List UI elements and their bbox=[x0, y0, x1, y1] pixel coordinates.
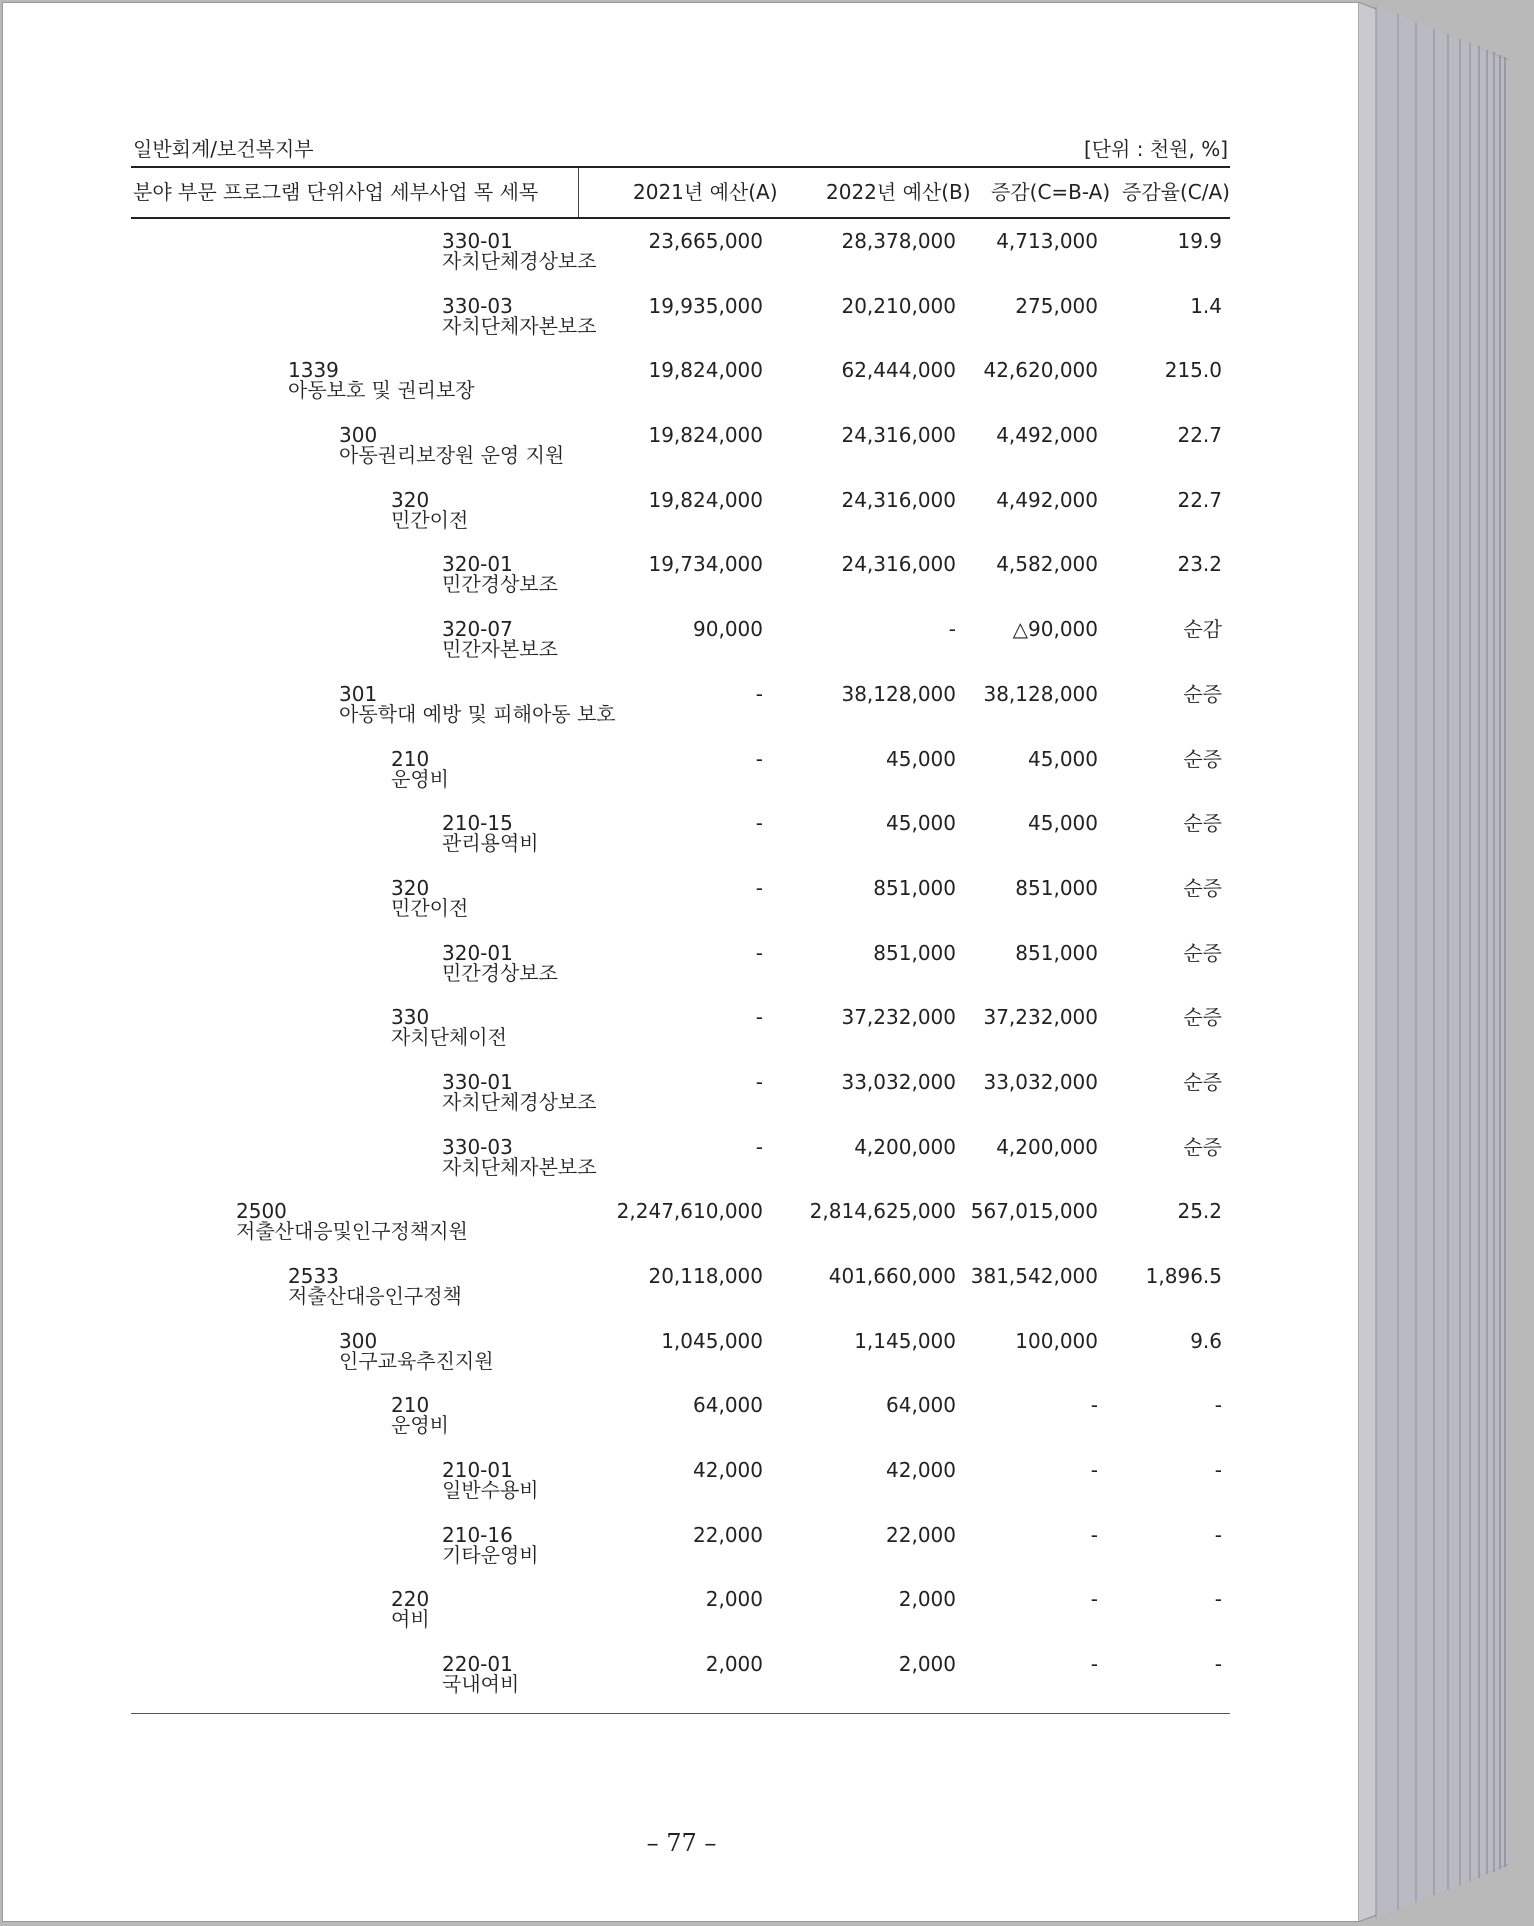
row-code: 210 bbox=[391, 1393, 430, 1418]
row-change: 567,015,000 bbox=[970, 1199, 1098, 1224]
row-budget-2021: 90,000 bbox=[693, 617, 763, 642]
row-change: - bbox=[1090, 1458, 1098, 1483]
row-name: 일반수용비 bbox=[442, 1478, 539, 1503]
row-name: 아동학대 예방 및 피해아동 보호 bbox=[339, 701, 616, 726]
row-budget-2022: 1,145,000 bbox=[854, 1328, 956, 1353]
row-budget-2021: 64,000 bbox=[693, 1393, 763, 1418]
row-name: 운영비 bbox=[391, 766, 449, 791]
row-change-rate: 순증 bbox=[1183, 1134, 1222, 1159]
row-budget-2021: - bbox=[755, 746, 763, 771]
row-budget-2021: 20,118,000 bbox=[648, 1264, 763, 1288]
row-change: 33,032,000 bbox=[983, 1069, 1098, 1094]
table-header-rule bbox=[131, 217, 1230, 219]
row-name: 민간이전 bbox=[391, 895, 469, 920]
row-code: 300 bbox=[339, 423, 378, 448]
table-row bbox=[3, 615, 1360, 680]
row-code: 210 bbox=[391, 746, 430, 771]
row-name: 민간이전 bbox=[391, 507, 469, 532]
row-budget-2021: 19,824,000 bbox=[648, 423, 763, 448]
row-budget-2021: 19,824,000 bbox=[648, 487, 763, 512]
row-budget-2022: - bbox=[948, 617, 956, 642]
table-top-rule bbox=[131, 166, 1230, 168]
account-label: 일반회계/보건복지부 bbox=[133, 137, 314, 161]
row-budget-2021: - bbox=[755, 1134, 763, 1159]
row-change: 37,232,000 bbox=[983, 1005, 1098, 1030]
row-change-rate: 순증 bbox=[1183, 940, 1222, 965]
row-change: - bbox=[1090, 1522, 1098, 1547]
book-page-edges bbox=[1358, 2, 1528, 1922]
row-change-rate: - bbox=[1214, 1587, 1222, 1612]
row-budget-2022: 28,378,000 bbox=[841, 229, 956, 253]
row-name: 운영비 bbox=[391, 1413, 449, 1438]
row-budget-2021: - bbox=[755, 681, 763, 706]
row-code: 320-07 bbox=[442, 617, 513, 642]
row-budget-2022: 2,814,625,000 bbox=[809, 1199, 956, 1224]
row-code: 2533 bbox=[288, 1264, 339, 1288]
row-change: 4,582,000 bbox=[996, 552, 1098, 577]
table-row bbox=[3, 356, 1360, 421]
table-row bbox=[3, 421, 1360, 486]
row-code: 330-01 bbox=[442, 1069, 513, 1094]
row-name: 자치단체자본보조 bbox=[442, 313, 597, 338]
table-row bbox=[3, 745, 1360, 810]
row-name: 자치단체이전 bbox=[391, 1025, 507, 1050]
row-name: 아동보호 및 권리보장 bbox=[288, 378, 475, 403]
row-budget-2022: 24,316,000 bbox=[841, 552, 956, 577]
row-change-rate: 순증 bbox=[1183, 1069, 1222, 1094]
row-change: 38,128,000 bbox=[983, 681, 1098, 706]
row-change: 381,542,000 bbox=[970, 1264, 1098, 1288]
row-change-rate: 22.7 bbox=[1177, 487, 1222, 512]
row-budget-2021: 2,000 bbox=[705, 1587, 763, 1612]
row-code: 330-03 bbox=[442, 293, 513, 318]
row-budget-2021: 19,734,000 bbox=[648, 552, 763, 577]
row-budget-2022: 38,128,000 bbox=[841, 681, 956, 706]
row-change: △90,000 bbox=[1012, 617, 1098, 642]
row-budget-2022: 64,000 bbox=[886, 1393, 956, 1418]
row-budget-2022: 45,000 bbox=[886, 811, 956, 836]
row-change-rate: 25.2 bbox=[1177, 1199, 1222, 1224]
table-bottom-rule bbox=[131, 1713, 1230, 1714]
row-name: 자치단체자본보조 bbox=[442, 1154, 597, 1179]
row-code: 330-01 bbox=[442, 229, 513, 253]
row-code: 300 bbox=[339, 1328, 378, 1353]
table-row bbox=[3, 1133, 1360, 1198]
row-budget-2021: - bbox=[755, 940, 763, 965]
row-name: 저출산대응인구정책 bbox=[288, 1284, 462, 1308]
row-change: 4,200,000 bbox=[996, 1134, 1098, 1159]
row-change: 851,000 bbox=[1015, 875, 1098, 900]
table-row bbox=[3, 1391, 1360, 1456]
table-row bbox=[3, 1521, 1360, 1586]
row-budget-2022: 45,000 bbox=[886, 746, 956, 771]
row-change-rate: 19.9 bbox=[1177, 229, 1222, 253]
row-code: 210-16 bbox=[442, 1522, 513, 1547]
row-budget-2021: 2,000 bbox=[705, 1652, 763, 1677]
row-name: 국내여비 bbox=[442, 1672, 520, 1697]
row-budget-2022: 2,000 bbox=[898, 1587, 956, 1612]
row-change-rate: 순증 bbox=[1183, 875, 1222, 900]
row-change-rate: 9.6 bbox=[1190, 1328, 1222, 1353]
row-code: 320 bbox=[391, 487, 430, 512]
row-budget-2022: 851,000 bbox=[873, 940, 956, 965]
row-change: - bbox=[1090, 1587, 1098, 1612]
col-header-classification: 분야 부문 프로그램 단위사업 세부사업 목 세목 bbox=[133, 180, 539, 204]
row-budget-2021: 1,045,000 bbox=[661, 1328, 763, 1353]
row-change: 851,000 bbox=[1015, 940, 1098, 965]
col-header-2022: 2022년 예산(B) bbox=[826, 180, 971, 204]
row-budget-2021: - bbox=[755, 875, 763, 900]
table-row bbox=[3, 1262, 1360, 1327]
row-change: 4,492,000 bbox=[996, 423, 1098, 448]
row-budget-2022: 4,200,000 bbox=[854, 1134, 956, 1159]
table-row bbox=[3, 1327, 1360, 1392]
table-row bbox=[3, 550, 1360, 615]
table-row bbox=[3, 1068, 1360, 1133]
row-change-rate: - bbox=[1214, 1522, 1222, 1547]
row-change: 4,492,000 bbox=[996, 487, 1098, 512]
row-code: 2500 bbox=[236, 1199, 287, 1224]
col-header-change-rate: 증감율(C/A) bbox=[1122, 180, 1230, 204]
row-budget-2022: 42,000 bbox=[886, 1458, 956, 1483]
row-change-rate: 순증 bbox=[1183, 681, 1222, 706]
row-name: 민간경상보조 bbox=[442, 572, 558, 597]
table-row bbox=[3, 939, 1360, 1004]
row-change-rate: 1.4 bbox=[1190, 293, 1222, 318]
row-change-rate: 순증 bbox=[1183, 746, 1222, 771]
row-change-rate: 22.7 bbox=[1177, 423, 1222, 448]
table-row bbox=[3, 1197, 1360, 1262]
document-page bbox=[2, 2, 1359, 1922]
row-code: 320-01 bbox=[442, 552, 513, 577]
col-header-change: 증감(C=B-A) bbox=[991, 180, 1111, 204]
table-row bbox=[3, 809, 1360, 874]
row-code: 1339 bbox=[288, 358, 339, 383]
row-budget-2021: 19,935,000 bbox=[648, 293, 763, 318]
table-row bbox=[3, 1650, 1360, 1715]
row-budget-2021: 22,000 bbox=[693, 1522, 763, 1547]
row-budget-2021: - bbox=[755, 811, 763, 836]
page-number: – 77 – bbox=[646, 1829, 717, 1857]
row-name: 아동권리보장원 운영 지원 bbox=[339, 443, 565, 468]
row-budget-2021: 19,824,000 bbox=[648, 358, 763, 383]
row-change: 275,000 bbox=[1015, 293, 1098, 318]
row-change-rate: - bbox=[1214, 1652, 1222, 1677]
row-budget-2022: 33,032,000 bbox=[841, 1069, 956, 1094]
row-budget-2022: 20,210,000 bbox=[841, 293, 956, 318]
row-budget-2021: 42,000 bbox=[693, 1458, 763, 1483]
row-change-rate: - bbox=[1214, 1458, 1222, 1483]
row-name: 관리용역비 bbox=[442, 831, 539, 856]
row-name: 민간자본보조 bbox=[442, 637, 558, 662]
row-name: 민간경상보조 bbox=[442, 960, 558, 985]
row-budget-2022: 24,316,000 bbox=[841, 423, 956, 448]
row-budget-2022: 2,000 bbox=[898, 1652, 956, 1677]
row-budget-2021: - bbox=[755, 1005, 763, 1030]
row-name: 기타운영비 bbox=[442, 1542, 539, 1567]
row-budget-2022: 401,660,000 bbox=[828, 1264, 956, 1288]
table-row bbox=[3, 874, 1360, 939]
row-change-rate: 23.2 bbox=[1177, 552, 1222, 577]
row-change-rate: 순증 bbox=[1183, 1005, 1222, 1030]
row-name: 여비 bbox=[391, 1607, 430, 1632]
header-separator bbox=[578, 168, 579, 217]
row-name: 인구교육추진지원 bbox=[339, 1348, 494, 1373]
row-change-rate: 1,896.5 bbox=[1145, 1264, 1222, 1288]
table-row bbox=[3, 1456, 1360, 1521]
unit-label: [단위 : 천원, %] bbox=[1083, 137, 1228, 161]
row-name: 저출산대응및인구정책지원 bbox=[236, 1219, 468, 1244]
row-budget-2021: - bbox=[755, 1069, 763, 1094]
row-budget-2022: 22,000 bbox=[886, 1522, 956, 1547]
table-row bbox=[3, 227, 1360, 292]
row-change-rate: 순감 bbox=[1183, 617, 1222, 642]
table-row bbox=[3, 1003, 1360, 1068]
row-budget-2021: 2,247,610,000 bbox=[616, 1199, 763, 1224]
row-change: 100,000 bbox=[1015, 1328, 1098, 1353]
row-change-rate: 215.0 bbox=[1164, 358, 1222, 383]
row-code: 220-01 bbox=[442, 1652, 513, 1677]
row-code: 220 bbox=[391, 1587, 430, 1612]
col-header-2021: 2021년 예산(A) bbox=[633, 180, 778, 204]
budget-table-body bbox=[3, 227, 1360, 1715]
row-budget-2022: 851,000 bbox=[873, 875, 956, 900]
row-code: 330-03 bbox=[442, 1134, 513, 1159]
row-code: 301 bbox=[339, 681, 378, 706]
row-code: 320 bbox=[391, 875, 430, 900]
row-change: 45,000 bbox=[1028, 811, 1098, 836]
row-change-rate: 순증 bbox=[1183, 811, 1222, 836]
row-code: 320-01 bbox=[442, 940, 513, 965]
row-change-rate: - bbox=[1214, 1393, 1222, 1418]
row-budget-2021: 23,665,000 bbox=[648, 229, 763, 253]
row-code: 210-15 bbox=[442, 811, 513, 836]
row-budget-2022: 24,316,000 bbox=[841, 487, 956, 512]
table-row bbox=[3, 680, 1360, 745]
row-budget-2022: 62,444,000 bbox=[841, 358, 956, 383]
row-name: 자치단체경상보조 bbox=[442, 249, 597, 273]
row-change: 4,713,000 bbox=[996, 229, 1098, 253]
row-name: 자치단체경상보조 bbox=[442, 1089, 597, 1114]
table-row bbox=[3, 292, 1360, 357]
row-code: 210-01 bbox=[442, 1458, 513, 1483]
row-change: 45,000 bbox=[1028, 746, 1098, 771]
row-code: 330 bbox=[391, 1005, 430, 1030]
table-row bbox=[3, 1585, 1360, 1650]
row-change: 42,620,000 bbox=[983, 358, 1098, 383]
table-row bbox=[3, 486, 1360, 551]
row-change: - bbox=[1090, 1393, 1098, 1418]
row-change: - bbox=[1090, 1652, 1098, 1677]
row-budget-2022: 37,232,000 bbox=[841, 1005, 956, 1030]
